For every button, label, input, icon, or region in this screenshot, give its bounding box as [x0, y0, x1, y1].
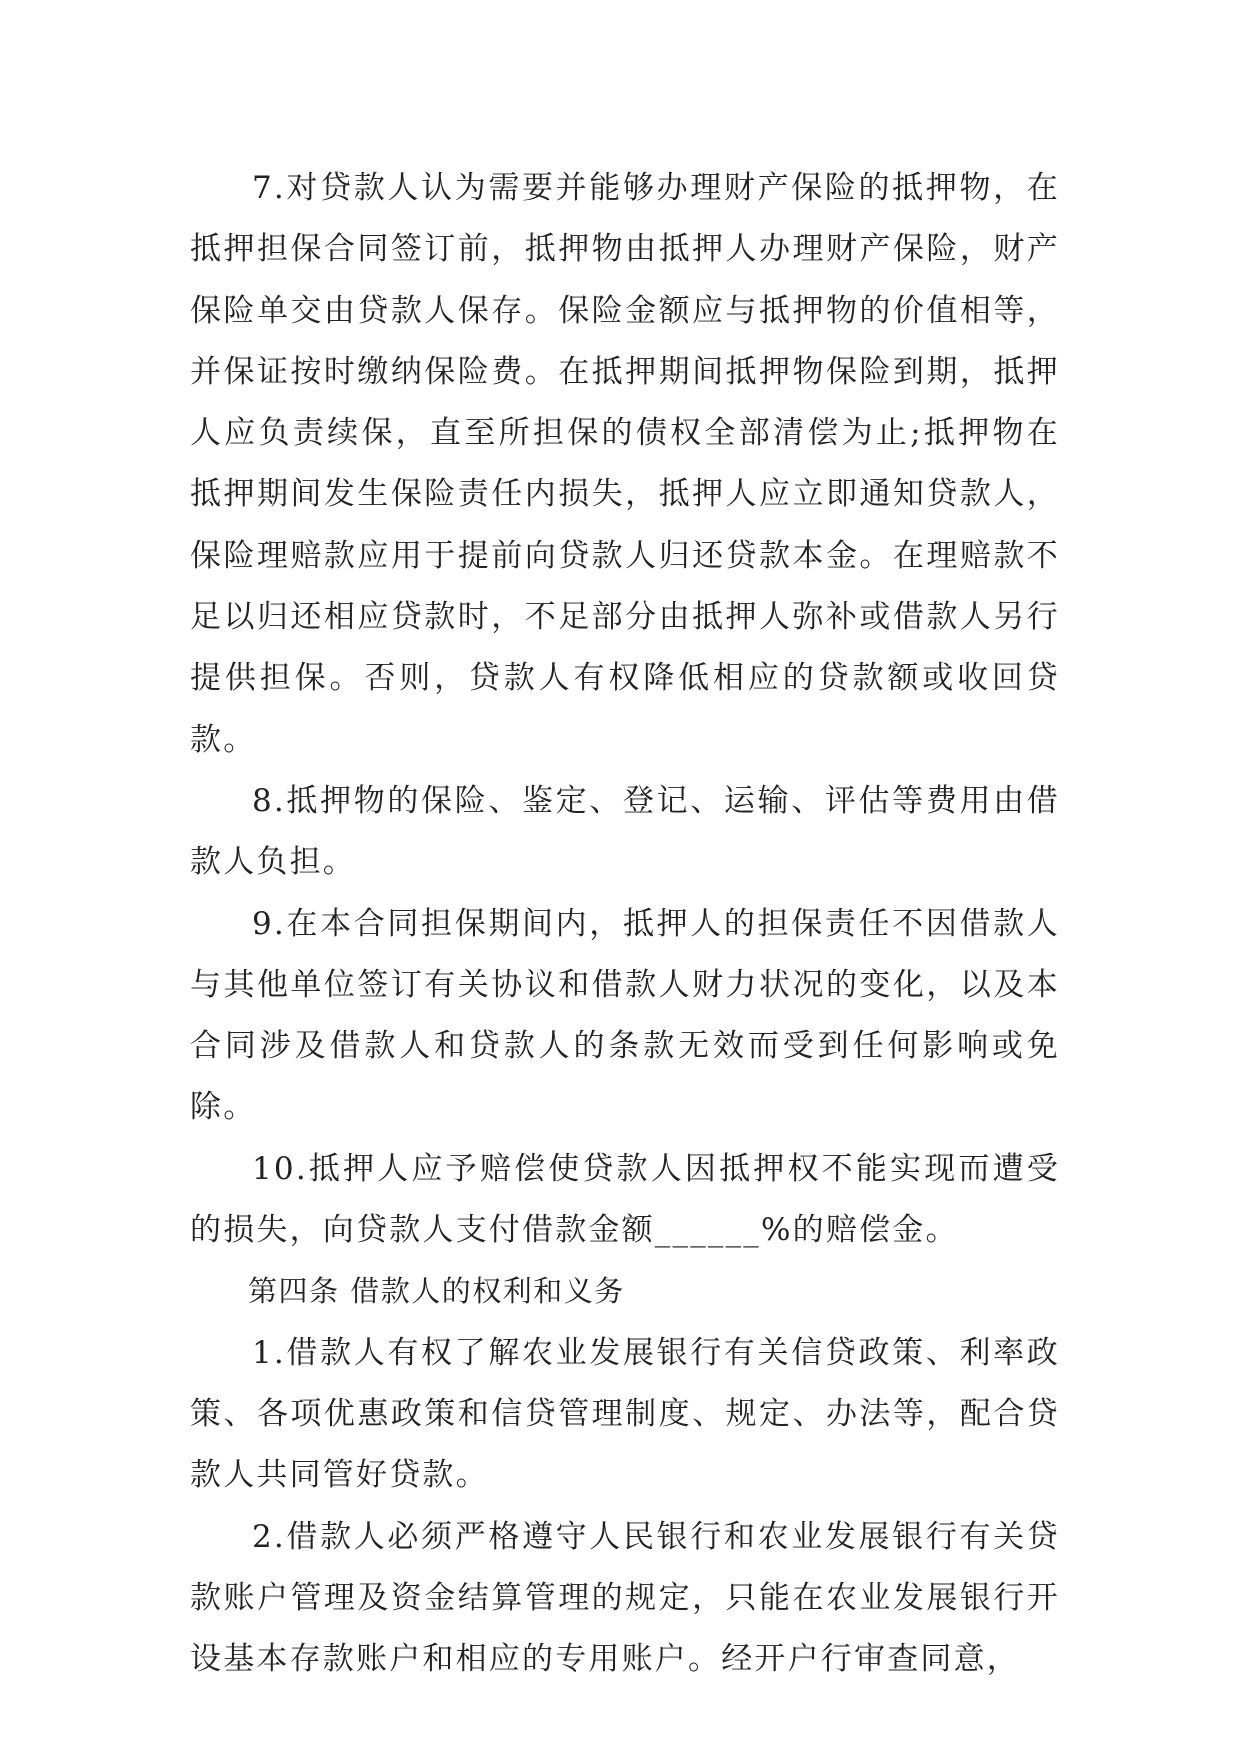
clause-10: 10.抵押人应予赔偿使贷款人因抵押权不能实现而遭受的损失，向贷款人支付借款金额______%的赔偿金。 — [190, 1150, 1060, 1249]
clause-9: 9.在本合同担保期间内，抵押人的担保责任不因借款人与其他单位签订有关协议和借款人财力状况的变化，以及本合同涉及借款人和贷款人的条款无效而受到任何影响或免除。 — [190, 905, 1060, 1126]
clause-8: 8.抵押物的保险、鉴定、登记、运输、评估等费用由借款人负担。 — [190, 782, 1060, 881]
article-4-heading: 第四条 借款人的权利和义务 — [248, 1274, 625, 1309]
article-4-clause-2: 2.借款人必须严格遵守人民银行和农业发展银行有关贷款账户管理及资金结算管理的规定，只能在农业发展银行开设基本存款账户和相应的专用账户。经开户行审查同意， — [190, 1518, 1060, 1678]
article-4-clause-1: 1.借款人有权了解农业发展银行有关信贷政策、利率政策、各项优惠政策和信贷管理制度、规定、办法等，配合贷款人共同管好贷款。 — [190, 1334, 1060, 1494]
document-body — [190, 158, 1060, 1690]
clause-7: 7.对贷款人认为需要并能够办理财产保险的抵押物，在抵押担保合同签订前，抵押物由抵押人办理财产保险，财产保险单交由贷款人保存。保险金额应与抵押物的价值相等，并保证按时缴纳保险费。在抵押期间抵押物保险到期，抵押人应负责续保，直至所担保的债权全部清偿为止;抵押物在抵押期间发生保险责任内损失，抵押人应立即通知贷款人，保险理赔款应用于提前向贷款人归还贷款本金。在理赔款不足以归还相应贷款时，不足部分由抵押人弥补或借款人另行提供担保。否则，贷款人有权降低相应的贷款额或收回贷款。 — [190, 170, 1060, 758]
